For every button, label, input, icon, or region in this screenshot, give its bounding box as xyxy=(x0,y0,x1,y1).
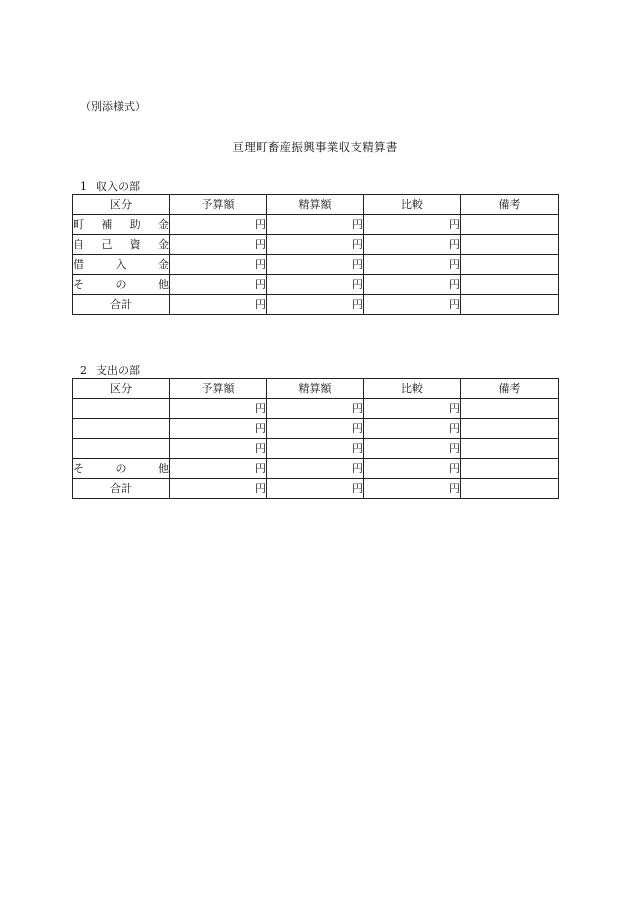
table-row xyxy=(73,275,559,295)
settled-cell[interactable]: 円 xyxy=(267,439,364,459)
budget-cell[interactable]: 円 xyxy=(170,399,267,419)
header-budget: 予算額 xyxy=(170,195,267,215)
income-category: 自 己 資 金 xyxy=(73,235,170,255)
total-label: 合計 xyxy=(73,479,170,499)
expense-section-title: 支出の部 xyxy=(96,364,140,377)
expense-header-row xyxy=(73,379,559,399)
comparison-cell[interactable]: 円 xyxy=(364,275,461,295)
header-settled: 精算額 xyxy=(267,195,364,215)
remarks-total-cell[interactable] xyxy=(461,295,559,315)
expense-category: そ の 他 xyxy=(73,459,170,479)
remarks-cell[interactable] xyxy=(461,235,559,255)
expense-section-number: 2 xyxy=(80,364,87,377)
settled-cell[interactable]: 円 xyxy=(267,459,364,479)
settled-cell[interactable]: 円 xyxy=(267,255,364,275)
table-row xyxy=(73,399,559,419)
form-annex-note: （別添様式） xyxy=(80,100,146,113)
settled-cell[interactable]: 円 xyxy=(267,215,364,235)
header-comparison: 比較 xyxy=(364,195,461,215)
budget-cell[interactable]: 円 xyxy=(170,235,267,255)
document-title: 亘理町畜産振興事業収支精算書 xyxy=(232,140,398,154)
expense-category-input[interactable] xyxy=(73,439,170,459)
expense-total-row xyxy=(73,479,559,499)
table-row xyxy=(73,255,559,275)
table-row xyxy=(73,215,559,235)
settled-total-cell[interactable]: 円 xyxy=(267,479,364,499)
expense-table xyxy=(72,378,559,499)
table-row xyxy=(73,439,559,459)
header-settled: 精算額 xyxy=(267,379,364,399)
remarks-cell[interactable] xyxy=(461,439,559,459)
comparison-cell[interactable]: 円 xyxy=(364,419,461,439)
header-comparison: 比較 xyxy=(364,379,461,399)
income-section-heading xyxy=(80,178,140,194)
income-category: 借 入 金 xyxy=(73,255,170,275)
budget-cell[interactable]: 円 xyxy=(170,439,267,459)
budget-cell[interactable]: 円 xyxy=(170,215,267,235)
income-header-row xyxy=(73,195,559,215)
budget-total-cell[interactable]: 円 xyxy=(170,295,267,315)
settled-total-cell[interactable]: 円 xyxy=(267,295,364,315)
table-row xyxy=(73,235,559,255)
income-category: そ の 他 xyxy=(73,275,170,295)
budget-cell[interactable]: 円 xyxy=(170,419,267,439)
budget-total-cell[interactable]: 円 xyxy=(170,479,267,499)
remarks-cell[interactable] xyxy=(461,215,559,235)
income-section-title: 収入の部 xyxy=(96,180,140,193)
remarks-cell[interactable] xyxy=(461,399,559,419)
comparison-cell[interactable]: 円 xyxy=(364,399,461,419)
budget-cell[interactable]: 円 xyxy=(170,459,267,479)
income-table xyxy=(72,194,559,315)
comparison-cell[interactable]: 円 xyxy=(364,459,461,479)
total-label: 合計 xyxy=(73,295,170,315)
comparison-cell[interactable]: 円 xyxy=(364,439,461,459)
remarks-cell[interactable] xyxy=(461,419,559,439)
header-category: 区分 xyxy=(73,379,170,399)
expense-category-input[interactable] xyxy=(73,399,170,419)
income-section-number: 1 xyxy=(80,180,87,193)
remarks-cell[interactable] xyxy=(461,275,559,295)
settled-cell[interactable]: 円 xyxy=(267,275,364,295)
settled-cell[interactable]: 円 xyxy=(267,399,364,419)
income-total-row xyxy=(73,295,559,315)
header-category: 区分 xyxy=(73,195,170,215)
budget-cell[interactable]: 円 xyxy=(170,255,267,275)
settled-cell[interactable]: 円 xyxy=(267,235,364,255)
comparison-total-cell[interactable]: 円 xyxy=(364,479,461,499)
table-row xyxy=(73,419,559,439)
budget-cell[interactable]: 円 xyxy=(170,275,267,295)
comparison-cell[interactable]: 円 xyxy=(364,215,461,235)
income-category: 町 補 助 金 xyxy=(73,215,170,235)
header-remarks: 備考 xyxy=(461,195,559,215)
header-budget: 予算額 xyxy=(170,379,267,399)
comparison-cell[interactable]: 円 xyxy=(364,235,461,255)
comparison-total-cell[interactable]: 円 xyxy=(364,295,461,315)
settled-cell[interactable]: 円 xyxy=(267,419,364,439)
table-row xyxy=(73,459,559,479)
comparison-cell[interactable]: 円 xyxy=(364,255,461,275)
remarks-cell[interactable] xyxy=(461,255,559,275)
remarks-cell[interactable] xyxy=(461,459,559,479)
header-remarks: 備考 xyxy=(461,379,559,399)
expense-section-heading xyxy=(80,362,140,378)
remarks-total-cell[interactable] xyxy=(461,479,559,499)
expense-category-input[interactable] xyxy=(73,419,170,439)
